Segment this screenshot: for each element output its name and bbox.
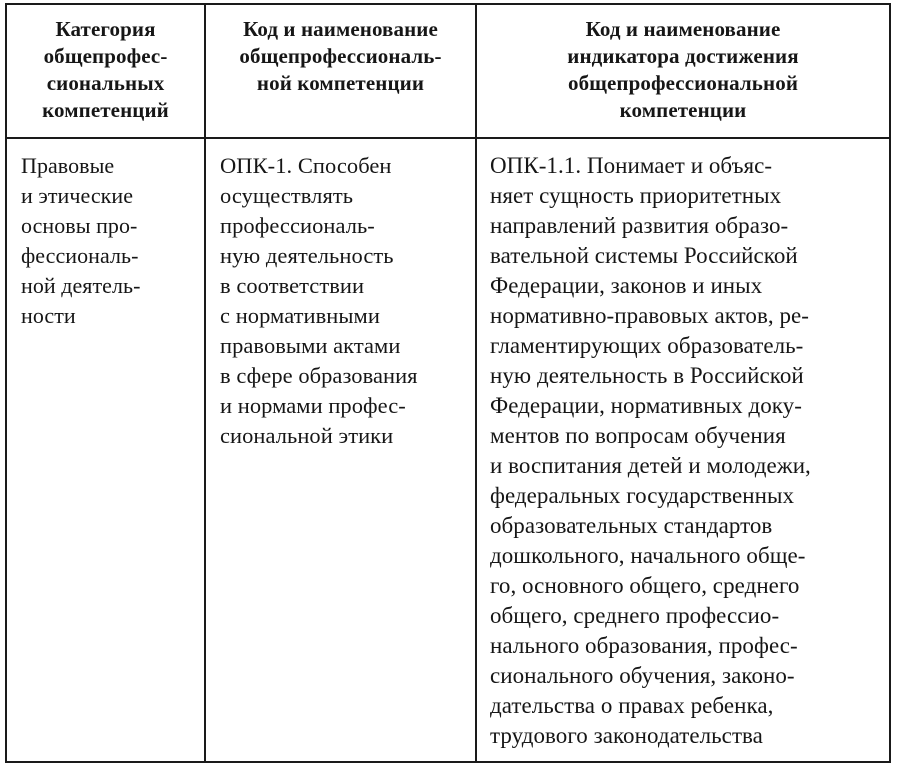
body-line: ОПК-1.1. Понимает и объяс- <box>490 153 773 178</box>
header-line: общепрофессиональной <box>567 71 799 95</box>
body-line: федеральных государственных <box>490 483 795 508</box>
header-line: общепрофес- <box>43 44 168 68</box>
body-line: няет сущность приоритетных <box>490 183 782 208</box>
body-line: дошкольного, начального обще- <box>490 543 806 568</box>
body-line: нормативно-правовых актов, ре- <box>490 303 809 328</box>
body-line: осуществлять <box>220 183 354 208</box>
body-line: и нормами профес- <box>220 393 406 418</box>
cell-category-value <box>6 138 205 762</box>
body-line: трудового законодательства <box>490 723 763 748</box>
body-line: го, основного общего, среднего <box>490 573 800 598</box>
body-line: ной деятель- <box>21 273 141 298</box>
body-line: дательства о правах ребенка, <box>490 693 774 718</box>
body-line: гламентирующих образователь- <box>490 333 804 358</box>
table-header-row <box>6 4 890 138</box>
header-line: Код и наименование <box>243 17 438 41</box>
table-row <box>6 138 890 762</box>
body-line: в сфере образования <box>220 363 418 388</box>
body-line: с нормативными <box>220 303 380 328</box>
body-line: ности <box>21 303 76 328</box>
body-line: и воспитания детей и молодежи, <box>490 453 811 478</box>
cell-competence-lines <box>220 151 465 451</box>
header-line: компетенций <box>42 98 169 122</box>
header-line: индикатора достижения <box>567 44 799 68</box>
body-line: направлений развития образо- <box>490 213 789 238</box>
body-line: общего, среднего профессио- <box>490 603 780 628</box>
body-line: профессиональ- <box>220 213 375 238</box>
header-line: сиональных <box>46 71 165 95</box>
body-line: ОПК-1. Способен <box>220 153 392 178</box>
body-line: Правовые <box>21 153 115 178</box>
body-line: Федерации, законов и иных <box>490 273 763 298</box>
header-line: Категория <box>55 17 156 41</box>
body-line: и этические <box>21 183 134 208</box>
body-line: образовательных стандартов <box>490 513 773 538</box>
body-line: правовыми актами <box>220 333 401 358</box>
header-line: Код и наименование <box>585 17 781 41</box>
cell-indicator-value <box>476 138 890 762</box>
cell-competence-value <box>205 138 476 762</box>
body-line: сионального обучения, законо- <box>490 663 795 688</box>
body-line: ментов по вопросам обучения <box>490 423 786 448</box>
body-line: нального образования, профес- <box>490 633 798 658</box>
competency-table <box>5 3 891 763</box>
column-header-category <box>6 4 205 138</box>
column-header-competence-code <box>205 4 476 138</box>
body-line: вательной системы Российской <box>490 243 798 268</box>
header-line: ной компетенции <box>256 71 425 95</box>
cell-category-lines <box>21 151 194 331</box>
body-line: основы про- <box>21 213 138 238</box>
body-line: ную деятельность в Российской <box>490 363 804 388</box>
body-line: в соответствии <box>220 273 365 298</box>
column-header-indicator-code-lines <box>485 16 881 124</box>
body-line: сиональной этики <box>220 423 394 448</box>
column-header-competence-code-lines <box>214 16 467 97</box>
column-header-category-lines <box>15 16 196 124</box>
header-line: компетенции <box>619 98 747 122</box>
body-line: Федерации, нормативных доку- <box>490 393 802 418</box>
column-header-indicator-code <box>476 4 890 138</box>
body-line: ную деятельность <box>220 243 394 268</box>
header-line: общепрофессиональ- <box>239 44 442 68</box>
cell-indicator-lines <box>490 151 879 751</box>
body-line: фессиональ- <box>21 243 139 268</box>
